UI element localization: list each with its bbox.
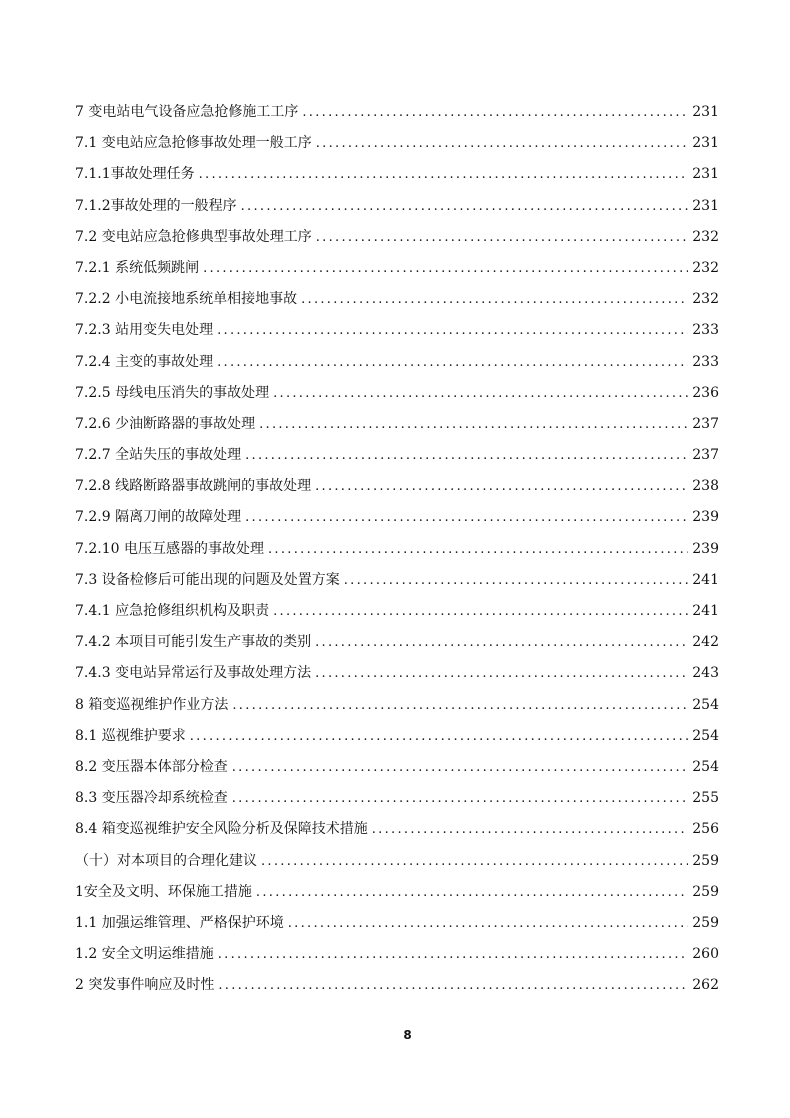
toc-entry[interactable]	[75, 725, 719, 756]
toc-entry-page: 243	[692, 665, 719, 682]
dot-leader	[232, 760, 689, 775]
toc-entry-page: 256	[692, 821, 719, 838]
toc-entry-title: 7.2.6 少油断路器的事故处理	[75, 415, 256, 432]
toc-entry-title: 7.3 设备检修后可能出现的问题及处置方案	[75, 571, 340, 588]
toc-entry-title: 1.1 加强运维管理、严格保护环境	[75, 914, 284, 931]
toc-entry[interactable]	[75, 912, 719, 943]
toc-entry-title: 7.2.1 系统低频跳闸	[75, 259, 200, 276]
toc-entry[interactable]	[75, 538, 719, 569]
toc-entry-page: 241	[692, 603, 719, 619]
toc-entry-title: 7.2.8 线路断路器事故跳闸的事故处理	[75, 478, 312, 495]
toc-entry-page: 259	[692, 852, 719, 869]
toc-entry-title: 8.2 变压器本体部分检查	[75, 758, 228, 775]
toc-entry[interactable]	[75, 195, 719, 226]
toc-entry[interactable]	[75, 881, 719, 912]
toc-entry[interactable]	[75, 787, 719, 818]
toc-entry-title: 7.2.9 隔离刀闸的故障处理	[75, 509, 242, 526]
toc-entry-page: 231	[692, 135, 719, 152]
toc-entry-title: 7.2.3 站用变失电处理	[75, 322, 214, 339]
toc-entry-title: 7.2.5 母线电压消失的事故处理	[75, 384, 270, 401]
toc-entry-title: 7.2 变电站应急抢修典型事故处理工序	[75, 228, 312, 245]
toc-entry[interactable]	[75, 319, 719, 350]
toc-entry-page: 255	[692, 790, 719, 807]
toc-entry-page: 237	[692, 447, 719, 464]
dot-leader	[203, 261, 688, 276]
toc-entry-page: 232	[692, 291, 719, 308]
toc-entry-page: 254	[692, 727, 719, 744]
dot-leader	[256, 885, 688, 900]
toc-entry-page: 232	[692, 259, 719, 276]
toc-entry-page: 238	[692, 478, 719, 495]
dot-leader	[316, 230, 689, 245]
toc-entry-title: 8.3 变压器冷却系统检查	[75, 790, 228, 807]
toc-entry[interactable]	[75, 756, 719, 787]
toc-entry[interactable]	[75, 413, 719, 444]
toc-entry-title: 8.1 巡视维护要求	[75, 727, 186, 744]
toc-entry[interactable]	[75, 475, 719, 506]
dot-leader	[315, 479, 688, 494]
dot-leader	[218, 947, 689, 962]
toc-entry-title: 7.2.4 主变的事故处理	[75, 353, 214, 370]
toc-entry[interactable]	[75, 288, 719, 319]
dot-leader	[190, 729, 689, 744]
toc-entry[interactable]	[75, 132, 719, 163]
toc-entry[interactable]	[75, 101, 719, 132]
dot-leader	[344, 573, 689, 588]
toc-entry[interactable]	[75, 163, 719, 194]
dot-leader	[315, 635, 688, 650]
dot-leader	[315, 666, 688, 681]
toc-entry[interactable]	[75, 444, 719, 475]
toc-entry[interactable]	[75, 382, 719, 413]
toc-entry-title: 2 突发事件响应及时性	[75, 977, 215, 994]
toc-entry-title: 8 箱变巡视维护作业方法	[75, 696, 229, 713]
toc-entry[interactable]	[75, 351, 719, 382]
dot-leader	[217, 355, 688, 370]
toc-entry-title: 7.2.10 电压互感器的事故处理	[75, 540, 264, 557]
toc-entry[interactable]	[75, 569, 719, 600]
toc-entry-page: 241	[692, 571, 719, 588]
toc-entry[interactable]	[75, 257, 719, 288]
toc-entry-page: 239	[692, 540, 719, 557]
page-number: 8	[403, 1028, 412, 1042]
toc-entry-title: 7.2.7 全站失压的事故处理	[75, 447, 242, 464]
dot-leader	[288, 916, 689, 931]
dot-leader	[372, 822, 689, 837]
dot-leader	[268, 542, 688, 557]
toc-entry-page: 242	[692, 634, 719, 651]
toc-entry[interactable]	[75, 694, 719, 725]
toc-entry-title: 7.4.1 应急抢修组织机构及职责	[75, 603, 270, 619]
toc-entry-page: 254	[692, 696, 719, 713]
toc-entry-title: 7.1.2事故处理的一般程序	[75, 197, 237, 214]
toc-entry-page: 233	[692, 322, 719, 339]
toc-entry-page: 231	[692, 166, 719, 183]
toc-entry-page: 239	[692, 509, 719, 526]
toc-entry-page: 231	[692, 104, 719, 120]
toc-entry-title: 8.4 箱变巡视维护安全风险分析及保障技术措施	[75, 821, 368, 838]
dot-leader	[217, 323, 688, 338]
toc-entry[interactable]	[75, 631, 719, 662]
dot-leader	[259, 417, 688, 432]
dot-leader	[245, 510, 688, 525]
toc-entry-page: 232	[692, 228, 719, 245]
dot-leader	[232, 698, 688, 713]
toc-entry-page: 259	[692, 883, 719, 900]
dot-leader	[241, 199, 689, 214]
toc-entry[interactable]	[75, 850, 719, 881]
toc-entry-title: 1.2 安全文明运维措施	[75, 946, 214, 963]
toc-entry-page: 237	[692, 415, 719, 432]
toc-entry-page: 254	[692, 758, 719, 775]
toc-entry-page: 233	[692, 353, 719, 370]
toc-entry-title: 7.1.1事故处理任务	[75, 166, 195, 183]
toc-entry-title: 7.4.3 变电站异常运行及事故处理方法	[75, 665, 312, 682]
dot-leader	[301, 292, 688, 307]
dot-leader	[199, 167, 689, 182]
dot-leader	[316, 136, 689, 151]
toc-entry[interactable]	[75, 818, 719, 849]
toc-entry-page: 260	[692, 946, 719, 963]
toc-entry[interactable]	[75, 226, 719, 257]
dot-leader	[273, 386, 688, 401]
toc-entry[interactable]	[75, 943, 719, 974]
toc-entry-title: 7.1 变电站应急抢修事故处理一般工序	[75, 135, 312, 152]
toc-entry-page: 231	[692, 197, 719, 214]
toc-entry-page: 259	[692, 914, 719, 931]
toc-entry-page: 262	[692, 977, 719, 994]
dot-leader	[218, 978, 688, 993]
toc-entry-title: 7.4.2 本项目可能引发生产事故的类别	[75, 634, 312, 651]
dot-leader	[261, 854, 688, 869]
table-of-contents	[75, 101, 719, 1005]
dot-leader	[273, 604, 688, 619]
dot-leader	[232, 791, 689, 806]
toc-entry[interactable]	[75, 662, 719, 693]
toc-entry-title: （十）对本项目的合理化建议	[75, 852, 257, 869]
toc-entry-page: 236	[692, 384, 719, 401]
dot-leader	[302, 105, 688, 120]
toc-entry[interactable]	[75, 974, 719, 1005]
toc-entry-title: 1安全及文明、环保施工措施	[75, 883, 252, 900]
toc-entry-title: 7 变电站电气设备应急抢修施工工序	[75, 104, 299, 120]
dot-leader	[245, 448, 688, 463]
toc-entry[interactable]	[75, 600, 719, 631]
toc-entry[interactable]	[75, 506, 719, 537]
toc-entry-title: 7.2.2 小电流接地系统单相接地事故	[75, 291, 298, 308]
